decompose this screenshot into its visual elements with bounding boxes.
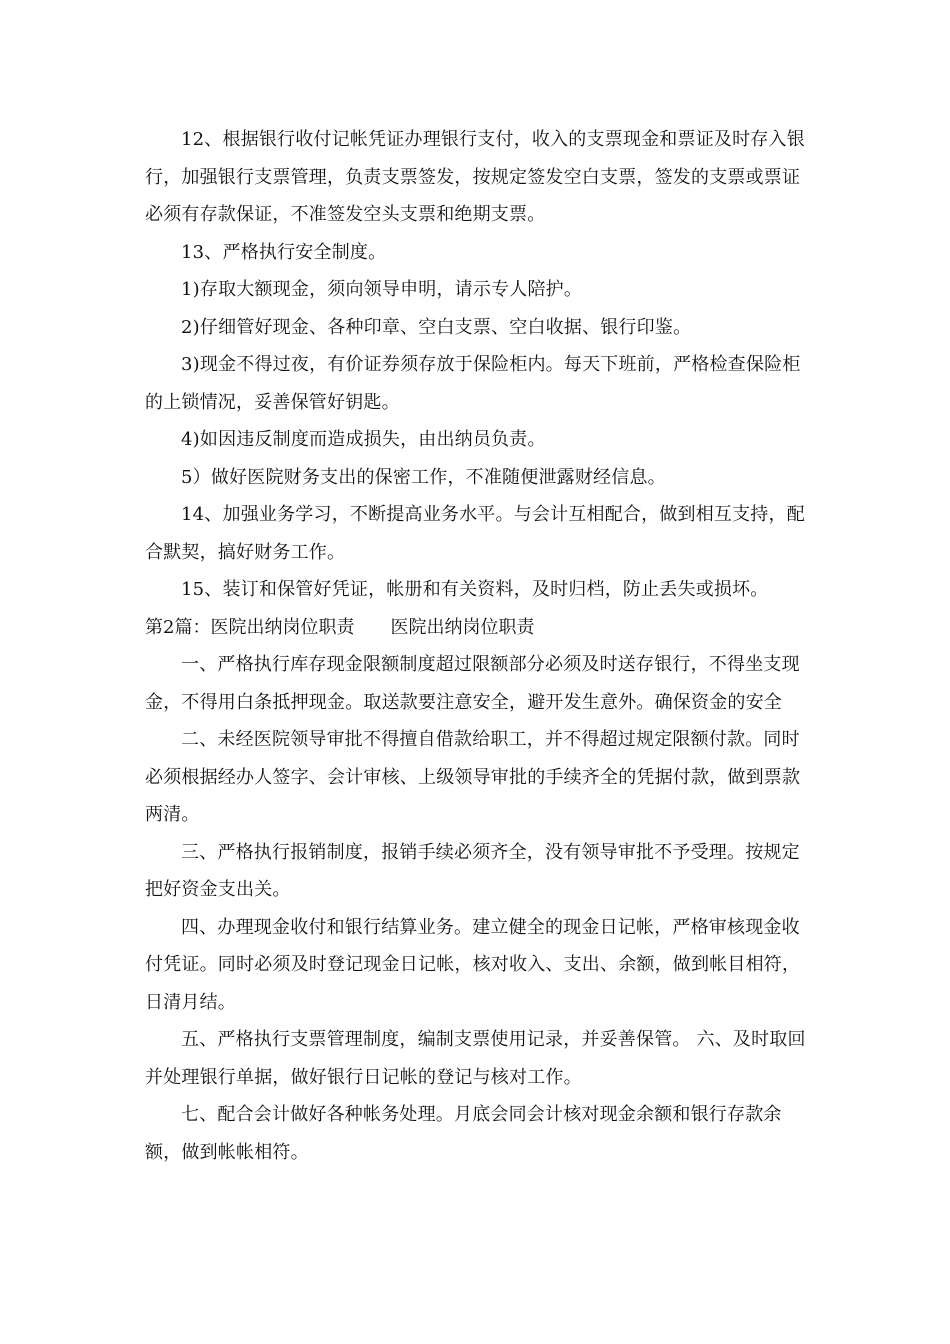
paragraph-12: 12、根据银行收付记帐凭证办理银行支付，收入的支票现金和票证及时存入银行，加强银行支票管理，负责支票签发，按规定签发空白支票，签发的支票或票证必须有存款保证，不准签发空头支票和绝期支票。 bbox=[145, 129, 805, 225]
paragraph-13-3: 3)现金不得过夜，有价证券须存放于保险柜内。每天下班前，严格检查保险柜的上锁情况，妥善保管好钥匙。 bbox=[145, 354, 801, 413]
section-heading-title: 医院出纳岗位职责 bbox=[390, 616, 535, 638]
paragraph-13-2: 2)仔细管好现金、各种印章、空白支票、空白收据、银行印鉴。 bbox=[181, 316, 692, 338]
duty-7: 七、配合会计做好各种帐务处理。月底会同会计核对现金余额和银行存款余额，做到帐帐相符。 bbox=[145, 1104, 782, 1163]
paragraph-13: 13、严格执行安全制度。 bbox=[181, 241, 387, 263]
paragraph-13-1: 1)存取大额现金，须向领导申明，请示专人陪护。 bbox=[181, 279, 583, 300]
duty-4: 四、办理现金收付和银行结算业务。建立健全的现金日记帐，严格审核现金收付凭证。同时必须及时登记现金日记帐，核对收入、支出、余额，做到帐目相符，日清月结。 bbox=[145, 916, 801, 1013]
duty-3: 三、严格执行报销制度，报销手续必须齐全，没有领导审批不予受理。按规定把好资金支出关。 bbox=[145, 841, 800, 900]
document-body bbox=[145, 121, 815, 1171]
paragraph-14: 14、加强业务学习，不断提高业务水平。与会计互相配合，做到相互支持，配合默契，搞好财务工作。 bbox=[145, 504, 805, 563]
duty-2: 二、未经医院领导审批不得擅自借款给职工，并不得超过规定限额付款。同时必须根据经办人签字、会计审核、上级领导审批的手续齐全的凭据付款，做到票款两清。 bbox=[145, 729, 801, 825]
paragraph-13-4: 4)如因违反制度而造成损失，由出纳员负责。 bbox=[181, 429, 546, 450]
paragraph-15: 15、装订和保管好凭证，帐册和有关资料，及时归档，防止丢失或损坏。 bbox=[181, 579, 769, 600]
section-heading-part: 第2篇：医院出纳岗位职责 bbox=[145, 616, 355, 638]
duty-1: 一、严格执行库存现金限额制度超过限额部分必须及时送存银行，不得坐支现金，不得用白条抵押现金。取送款要注意安全，避开发生意外。确保资金的安全 bbox=[145, 654, 800, 713]
section-heading bbox=[145, 609, 815, 647]
duty-5-6: 五、严格执行支票管理制度，编制支票使用记录，并妥善保管。 六、及时取回并处理银行单据，做好银行日记帐的登记与核对工作。 bbox=[145, 1029, 806, 1088]
paragraph-13-5: 5）做好医院财务支出的保密工作，不准随便泄露财经信息。 bbox=[181, 466, 666, 488]
